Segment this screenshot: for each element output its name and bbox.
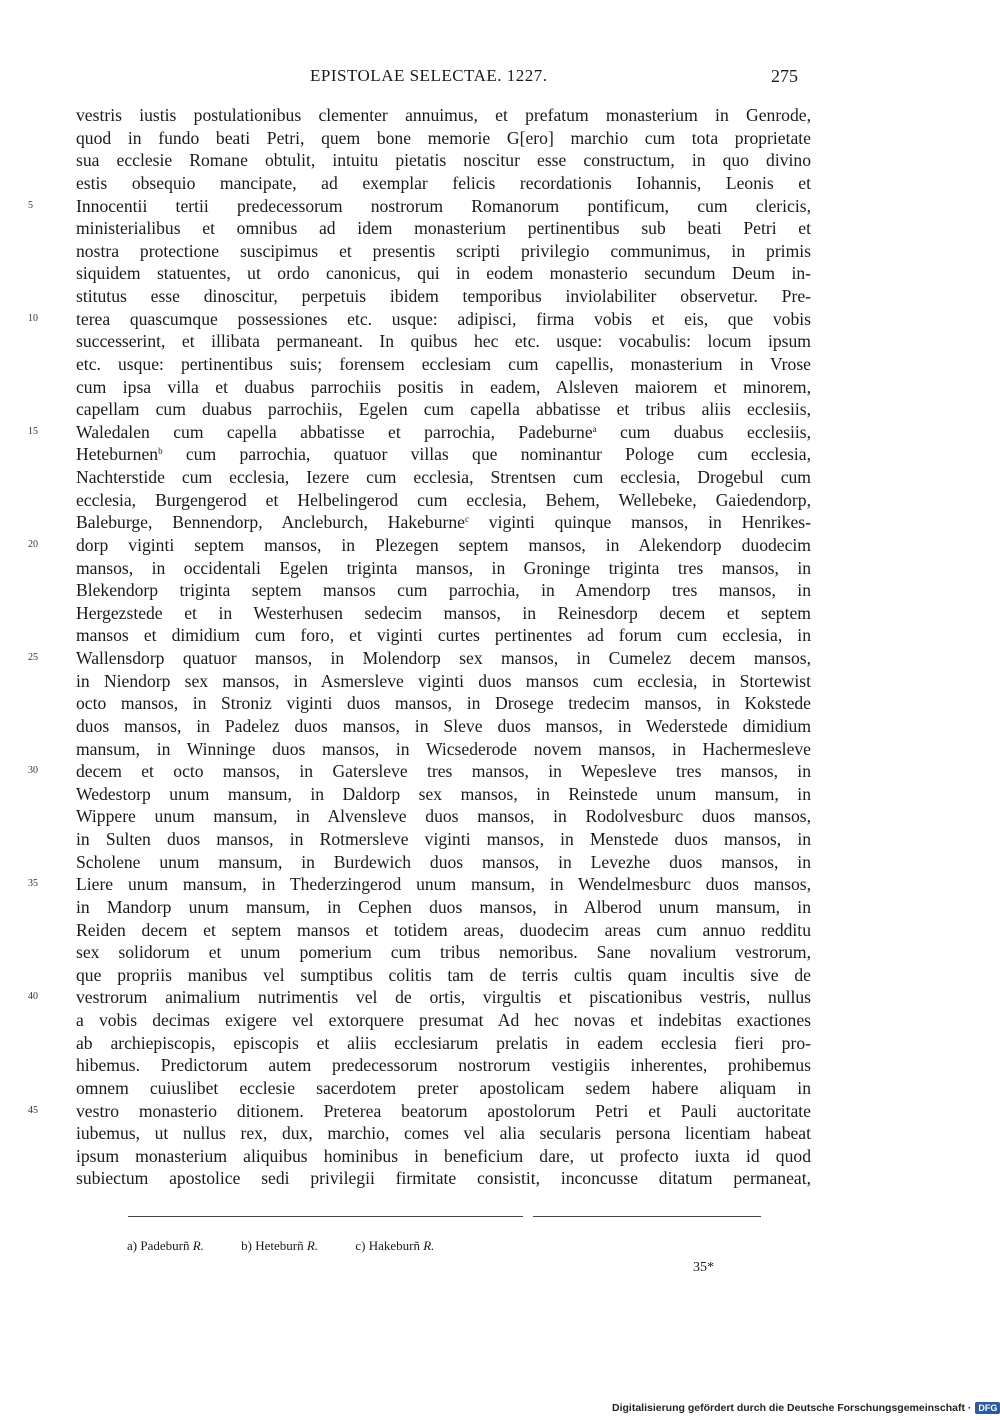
text-line: Hergezstede et in Westerhusen sedecim mansos, in Reinesdorp decem et septem xyxy=(76,602,811,623)
line-number: 15 xyxy=(28,425,38,437)
text-line xyxy=(28,647,811,670)
text-line: mansum, in Winninge duos mansos, in Wicsederode novem mansos, in Hachermesleve xyxy=(76,738,811,759)
line-text: Liere unum mansum, in Thederzingerod unum mansum, in Wendelmesburc duos mansos, xyxy=(76,874,811,895)
line-text: cum parrochia, quatuor villas que nominantur Pologe cum ecclesia, xyxy=(162,444,811,465)
text-line: Nachterstide cum ecclesia, Iezere cum ecclesia, Strentsen cum ecclesia, Drogebul cum xyxy=(76,467,811,487)
text-line xyxy=(28,308,811,331)
text-line: Blekendorp triginta septem mansos cum parrochia, in Amendorp tres mansos, in xyxy=(76,580,811,601)
text-line: hibemus. Predictorum autem predecessorum nostrorum vestigiis inherentes, prohibemus xyxy=(76,1055,811,1076)
text-line: etc. usque: pertinentibus suis; forensem ecclesiam cum capellis, monasterium in Vrose xyxy=(76,353,811,374)
line-number: 30 xyxy=(28,765,38,777)
text-line: que propriis manibus vel sumptibus colitis tam de terris cultis quam incultis sive de xyxy=(76,964,811,985)
text-line xyxy=(28,760,811,783)
line-number: 10 xyxy=(28,312,38,324)
footnote-marker: a) xyxy=(127,1238,141,1253)
line-text: vestrorum animalium nutrimentis vel de ortis, virgultis et piscationibus vestris, nullus xyxy=(76,987,811,1008)
line-number: 25 xyxy=(28,652,38,663)
footnote-sigla: R. xyxy=(192,1238,204,1253)
footnote-sigla: R. xyxy=(306,1238,319,1253)
text-line: nostra protectione suscipimus et presentis scripti privilegio communimus, in primis xyxy=(76,240,811,261)
line-text: Innocentii tertii predecessorum nostrorum Romanorum pontificum, cum clericis, xyxy=(76,195,811,216)
text-line: subiectum apostolice sedi privilegii firmitate consistit, inconcusse ditatum permaneat, xyxy=(76,1168,811,1189)
line-number: 20 xyxy=(28,538,38,550)
text-line xyxy=(28,1100,811,1123)
text-line: vestris iustis postulationibus clementer annuimus, et prefatum monasterium in Genrode, xyxy=(76,105,811,125)
page-header xyxy=(0,66,1000,92)
line-text: Heteburnen xyxy=(76,444,159,465)
footnote-a xyxy=(127,1238,204,1253)
footnote-marker: c) xyxy=(355,1238,369,1253)
line-text: Waledalen cum capella abbatisse et parrochia, Padeburne xyxy=(76,421,593,442)
running-title: EPISTOLAE SELECTAE. 1227. xyxy=(310,66,548,85)
line-number: 40 xyxy=(28,991,38,1003)
footnote-text: Hakeburñ xyxy=(368,1238,424,1253)
line-text: cum duabus ecclesiis, xyxy=(596,421,811,442)
line-text: Baleburge, Bennendorp, Ancleburch, Hakeburne xyxy=(76,512,465,533)
line-number: 45 xyxy=(28,1104,38,1116)
text-line: quod in fundo beati Petri, quem bone memorie G[ero] marchio cum tota proprietate xyxy=(76,127,811,148)
signature-mark: 35* xyxy=(693,1260,714,1275)
text-line: in Mandorp unum mansum, in Cephen duos mansos, in Alberod unum mansum, in xyxy=(76,896,811,917)
line-text: terea quascumque possessiones etc. usque: adipisci, firma vobis et eis, que vobis xyxy=(76,308,811,329)
line-number: 35 xyxy=(28,878,38,890)
text-line: Scholene unum mansum, in Burdewich duos mansos, in Levezhe duos mansos, in xyxy=(76,851,811,872)
text-line: duos mansos, in Padelez duos mansos, in Sleve duos mansos, in Wederstede dimidium xyxy=(76,715,811,736)
text-line: in Niendorp sex mansos, in Asmersleve viginti duos mansos cum ecclesia, in Stortewist xyxy=(76,670,811,691)
line-text: viginti quinque mansos, in Henrikes- xyxy=(468,512,811,533)
footnote-ref: c xyxy=(464,514,469,525)
text-line: Wedestorp unum mansum, in Daldorp sex mansos, in Reinstede unum mansum, in xyxy=(76,783,811,804)
text-line: in Sulten duos mansos, in Rotmersleve viginti mansos, in Menstede duos mansos, in xyxy=(76,829,811,849)
text-line: ministerialibus et omnibus ad idem monasterium pertinentibus sub beati Petri et xyxy=(76,218,811,239)
text-line: stitutus esse dinoscitur, perpetuis ibidem temporibus inviolabiliter observetur. Pre- xyxy=(76,286,811,306)
text-line: mansos, in occidentali Egelen triginta mansos, in Groninge triginta tres mansos, in xyxy=(76,557,811,578)
footnote-b xyxy=(241,1238,318,1253)
text-line: estis obsequio mancipate, ad exemplar felicis recordationis Iohannis, Leonis et xyxy=(76,172,811,193)
text-line: iubemus, ut nullus rex, dux, marchio, comes vel alia secularis persona licentiam habeat xyxy=(76,1123,811,1144)
footnote-text: Heteburñ xyxy=(255,1238,307,1253)
footnote-marker: b) xyxy=(241,1238,256,1253)
footnote-c xyxy=(355,1238,434,1253)
text-line: ecclesia, Burgengerod et Helbelingerod cum ecclesia, Behem, Wellebeke, Gaiedendorp, xyxy=(76,489,811,510)
footnote-sigla: R. xyxy=(423,1238,435,1253)
text-line xyxy=(28,195,811,218)
text-line: successerint, et illibata permaneant. In quibus hec etc. usque: vocabulis: locum ipsum xyxy=(76,331,811,352)
text-line: sex solidorum et unum pomerium cum tribus nemoribus. Sane novalium vestrorum, xyxy=(76,942,811,963)
footnote-rule-right xyxy=(533,1216,761,1217)
line-text: vestro monasterio ditionem. Preterea beatorum apostolorum Petri et Pauli auctoritate xyxy=(76,1100,811,1121)
text-line: cum ipsa villa et duabus parrochiis positis in eadem, Alsleven maiorem et minorem, xyxy=(76,376,811,397)
text-line xyxy=(28,421,811,444)
text-line xyxy=(76,511,811,534)
text-line: Reiden decem et septem mansos et totidem areas, duodecim areas cum annuo redditu xyxy=(76,919,811,940)
credit-text: Digitalisierung gefördert durch die Deutsche Forschungsgemeinschaft · xyxy=(612,1402,972,1414)
footnote-text: Padeburñ xyxy=(140,1238,193,1253)
text-line: ipsum monasterium aliquibus hominibus in beneficium dare, ut profecto iuxta id quod xyxy=(76,1145,811,1166)
line-text: decem et octo mansos, in Gatersleve tres mansos, in Wepesleve tres mansos, in xyxy=(76,761,811,782)
text-line xyxy=(28,534,811,557)
text-line xyxy=(76,443,811,466)
main-text xyxy=(28,104,811,1190)
text-line: siquidem statuentes, ut ordo canonicus, qui in eodem monasterio secundum Deum in- xyxy=(76,263,811,284)
text-line: mansos et dimidium cum foro, et viginti curtes pertinentes ad forum cum ecclesia, in xyxy=(76,625,811,646)
text-line xyxy=(28,873,811,896)
footnote-ref: b xyxy=(158,446,163,457)
footnotes xyxy=(127,1238,468,1254)
line-text: dorp viginti septem mansos, in Plezegen septem mansos, in Alekendorp duodecim xyxy=(76,534,811,555)
text-line: octo mansos, in Stroniz viginti duos mansos, in Drosege tredecim mansos, in Kokstede xyxy=(76,693,811,714)
text-line: a vobis decimas exigere vel extorquere presumat Ad hec novas et indebitas exactiones xyxy=(76,1010,811,1030)
dfg-logo: DFG xyxy=(975,1402,1000,1414)
text-line: ab archiepiscopis, episcopis et aliis ecclesiarum prelatis in eadem ecclesia fieri pro- xyxy=(76,1032,811,1053)
footnote-ref: a xyxy=(592,423,597,434)
text-line: capellam cum duabus parrochiis, Egelen cum capella abbatisse et tribus aliis ecclesiis, xyxy=(76,399,811,420)
footnote-rule-left xyxy=(128,1216,523,1217)
page-number: 275 xyxy=(771,66,798,86)
line-number: 5 xyxy=(28,199,33,211)
text-line: Wippere unum mansum, in Alvensleve duos mansos, in Rodolvesburc duos mansos, xyxy=(76,806,811,827)
text-line: omnem cuiuslibet ecclesie sacerdotem preter apostolicam sedem habere aliquam in xyxy=(76,1077,811,1098)
text-line: sua ecclesie Romane obtulit, intuitu pietatis noscitur esse constructum, in quo divino xyxy=(76,150,811,171)
text-line xyxy=(28,986,811,1009)
line-text: Wallensdorp quatuor mansos, in Molendorp sex mansos, in Cumelez decem mansos, xyxy=(76,648,811,668)
digitization-credit xyxy=(612,1402,1000,1414)
